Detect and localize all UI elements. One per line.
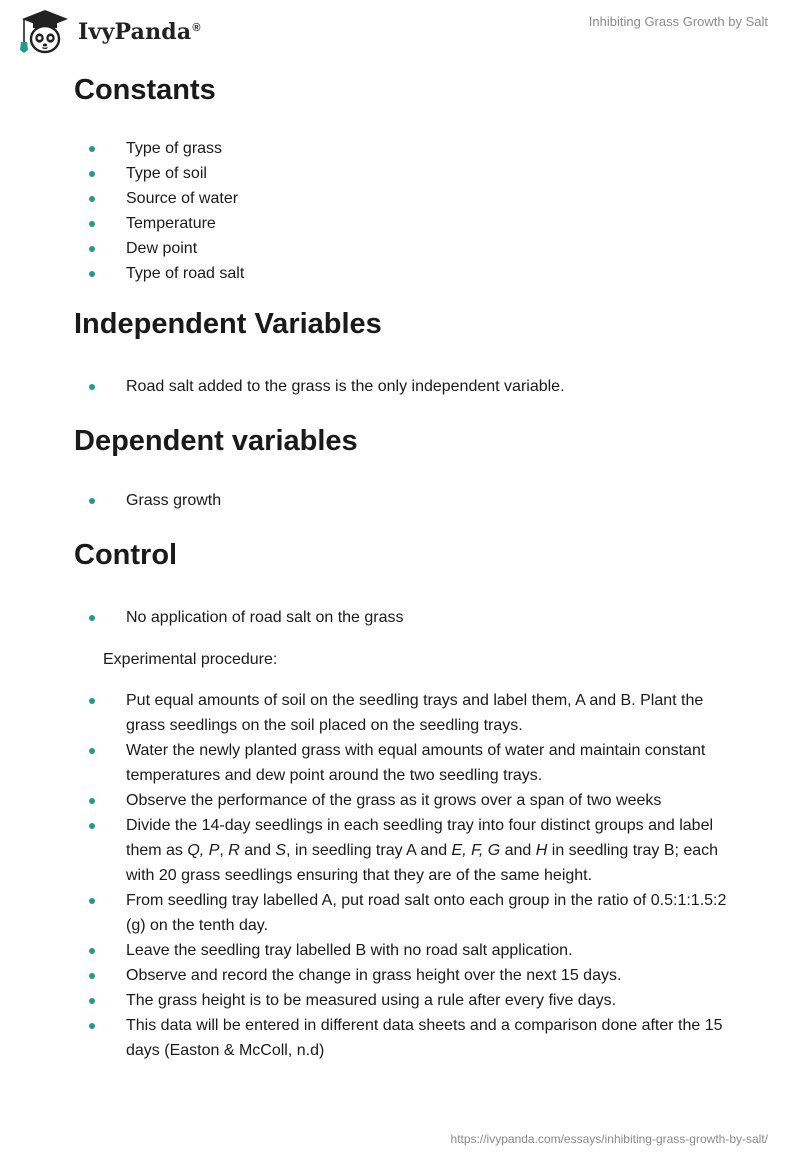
list-item: Temperature — [74, 211, 734, 236]
document-title: Inhibiting Grass Growth by Salt — [588, 14, 768, 29]
procedure-step: This data will be entered in different data sheets and a comparison done after the 15 days (Easton & McColl, n.d) — [74, 1013, 734, 1063]
source-url[interactable]: https://ivypanda.com/essays/inhibiting-grass-growth-by-salt/ — [450, 1132, 768, 1146]
procedure-step: Observe and record the change in grass height over the next 15 days. — [74, 963, 734, 988]
essay-content — [74, 70, 734, 1063]
panda-graduate-icon — [14, 8, 76, 56]
heading-independent-variables: Independent Variables — [74, 308, 382, 340]
section-constants — [74, 70, 734, 286]
logo-wordmark: IvyPanda® — [78, 19, 201, 45]
list-item: Type of grass — [74, 136, 734, 161]
heading-control: Control — [74, 539, 178, 571]
heading-dependent-variables: Dependent variables — [74, 425, 358, 457]
procedure-list — [74, 688, 734, 1063]
list-item: Road salt added to the grass is the only independent variable. — [74, 374, 734, 399]
procedure-step: Observe the performance of the grass as it grows over a span of two weeks — [74, 788, 734, 813]
heading-constants: Constants — [74, 74, 216, 106]
procedure-step: From seedling tray labelled A, put road salt onto each group in the ratio of 0.5:1:1.5:2 (g) on the tenth day. — [74, 888, 734, 938]
list-item: Type of soil — [74, 161, 734, 186]
section-control — [74, 535, 734, 1063]
independent-list — [74, 374, 734, 399]
procedure-label: Experimental procedure: — [103, 651, 278, 668]
section-independent-variables — [74, 304, 734, 399]
list-item: Type of road salt — [74, 261, 734, 286]
procedure-step: Water the newly planted grass with equal amounts of water and maintain constant temperatures and dew point around the two seedling trays. — [74, 738, 734, 788]
procedure-step: The grass height is to be measured using a rule after every five days. — [74, 988, 734, 1013]
procedure-step: Leave the seedling tray labelled B with no road salt application. — [74, 938, 734, 963]
list-item: Source of water — [74, 186, 734, 211]
procedure-step: Divide the 14-day seedlings in each seedling tray into four distinct groups and label them as Q, P, R and S, in seedling tray A and E, F, G and H in seedling tray B; each with 20 grass seedlings ensuring that they are of the same height. — [74, 813, 734, 888]
control-list — [74, 605, 734, 630]
constants-list — [74, 136, 734, 286]
page-header — [0, 0, 800, 60]
logo[interactable] — [14, 8, 201, 56]
list-item: No application of road salt on the grass — [74, 605, 734, 630]
list-item: Grass growth — [74, 488, 734, 513]
dependent-list — [74, 488, 734, 513]
list-item: Dew point — [74, 236, 734, 261]
procedure-step: Put equal amounts of soil on the seedling trays and label them, A and B. Plant the grass seedlings on the soil placed on the seedling trays. — [74, 688, 734, 738]
section-dependent-variables — [74, 421, 734, 513]
